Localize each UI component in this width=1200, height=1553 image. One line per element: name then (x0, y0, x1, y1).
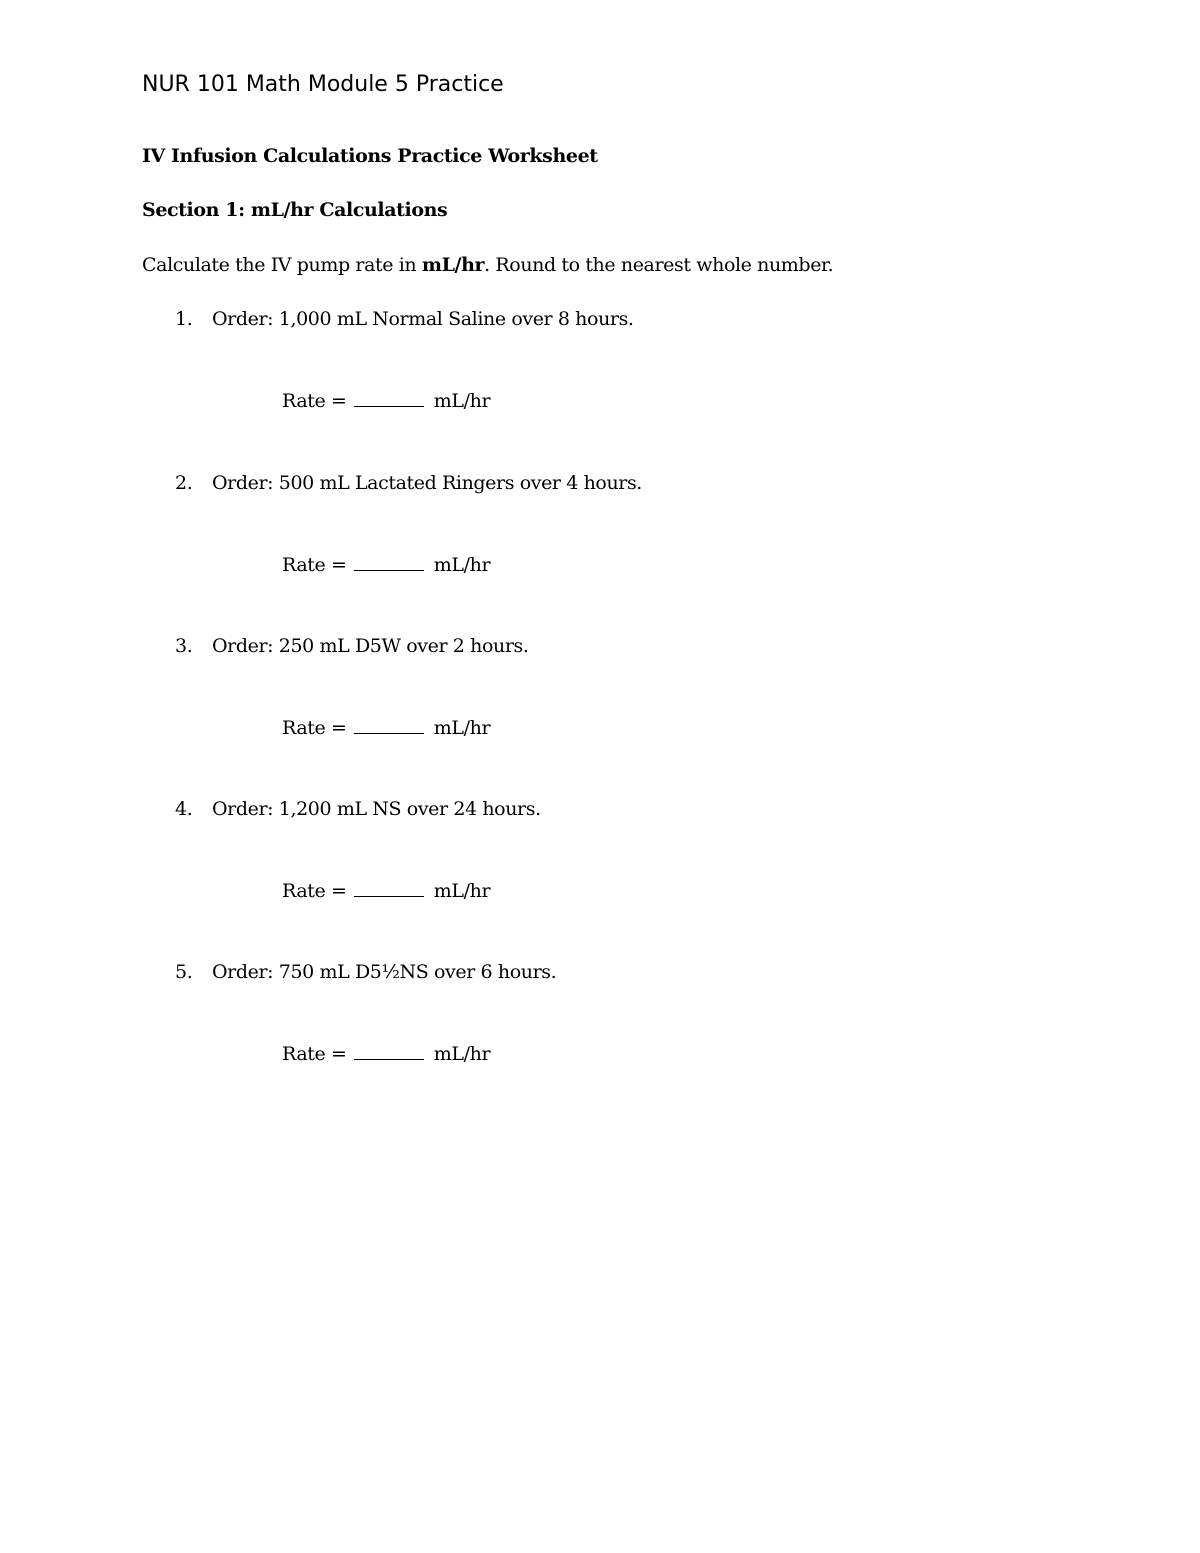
question-order: Order: 1,200 mL NS over 24 hours. (212, 798, 541, 820)
answer-line (282, 878, 490, 904)
question-item (0, 959, 1200, 1099)
question-order: Order: 750 mL D5½NS over 6 hours. (212, 961, 557, 983)
question-number: 3. (175, 635, 193, 657)
instructions-prefix: Calculate the IV pump rate in (142, 254, 422, 276)
answer-unit: mL/hr (433, 880, 491, 902)
question-number: 1. (175, 308, 193, 330)
question-item (0, 306, 1200, 446)
answer-blank[interactable] (354, 880, 424, 897)
instructions (142, 252, 833, 278)
worksheet-title: IV Infusion Calculations Practice Worksheet (142, 145, 598, 167)
answer-label: Rate = (282, 390, 347, 412)
answer-line (282, 1041, 490, 1067)
question-number: 5. (175, 961, 193, 983)
question-number: 4. (175, 798, 193, 820)
answer-unit: mL/hr (433, 390, 491, 412)
instructions-suffix: . Round to the nearest whole number. (484, 254, 834, 276)
question-order: Order: 1,000 mL Normal Saline over 8 hours. (212, 308, 634, 330)
answer-line (282, 388, 490, 414)
answer-line (282, 715, 490, 741)
question-number: 2. (175, 472, 193, 494)
section-title: Section 1: mL/hr Calculations (142, 199, 448, 221)
answer-blank[interactable] (354, 390, 424, 407)
answer-label: Rate = (282, 554, 347, 576)
question-order: Order: 250 mL D5W over 2 hours. (212, 635, 529, 657)
answer-line (282, 552, 490, 578)
answer-blank[interactable] (354, 1043, 424, 1060)
answer-label: Rate = (282, 717, 347, 739)
question-item (0, 796, 1200, 936)
answer-label: Rate = (282, 1043, 347, 1065)
answer-label: Rate = (282, 880, 347, 902)
instructions-emphasis: mL/hr (421, 254, 485, 276)
answer-unit: mL/hr (433, 717, 491, 739)
answer-blank[interactable] (354, 554, 424, 571)
answer-unit: mL/hr (433, 554, 491, 576)
question-order: Order: 500 mL Lactated Ringers over 4 hours. (212, 472, 642, 494)
answer-unit: mL/hr (433, 1043, 491, 1065)
question-item (0, 633, 1200, 773)
question-item (0, 470, 1200, 610)
document-title: NUR 101 Math Module 5 Practice (142, 72, 504, 97)
answer-blank[interactable] (354, 717, 424, 734)
